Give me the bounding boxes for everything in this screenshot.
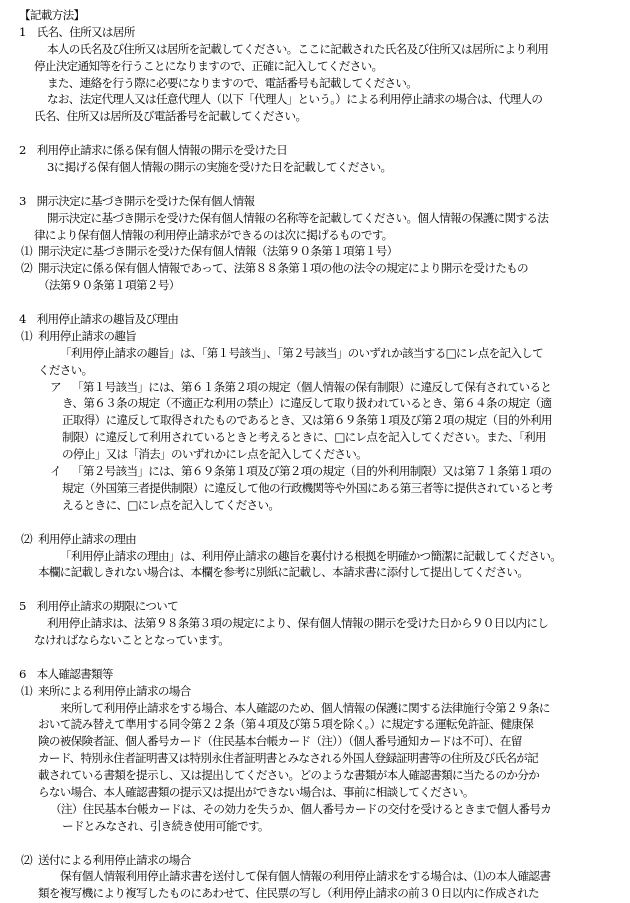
section-title: 2 利用停止請求に係る保有個人情報の開示を受けた日 — [19, 143, 288, 158]
section-title: 6 本人確認書類等 — [19, 666, 113, 681]
item-number: ⑴ — [21, 244, 32, 259]
item-number: ⑴ — [21, 328, 32, 343]
paragraph-line: おいて読み替えて準用する同令第２２条（第４項及び第５項を除く。）に規定する運転免許証、健康保 — [38, 717, 534, 732]
item-text: 利用停止請求の趣旨 — [38, 328, 137, 343]
note-line: ードとみなされ、引き続き使用可能です。 — [62, 818, 269, 833]
item-text: 開示決定に基づき開示を受けた保有個人情報（法第９０条第１項第１号） — [38, 244, 398, 259]
item-text: 利用停止請求の理由 — [38, 531, 137, 546]
section-title: 5 利用停止請求の期限について — [19, 599, 178, 614]
paragraph-line: 険の被保険者証、個人番号カード（住民基本台帳カード（注））（個人番号通知カードは不可）、在留 — [38, 734, 522, 749]
item-label: イ — [50, 464, 61, 479]
paragraph-line: カード、特別永住者証明書又は特別永住者証明書とみなされる外国人登録証明書等の住所及び氏名が記 — [38, 751, 539, 766]
paragraph-line: の停止」又は「消去」のいずれかにレ点を記入してください。 — [62, 447, 368, 462]
paragraph-line: 類を複写機により複写したものにあわせて、住民票の写し（利用停止請求の前３０日以内に作成された — [38, 886, 539, 901]
subsection-title — [21, 683, 624, 700]
item-number: ⑵ — [21, 852, 32, 867]
list-item — [50, 379, 624, 396]
paragraph-line: 氏名、住所又は居所及び電話番号を記載してください。 — [34, 109, 307, 124]
section-3 — [19, 193, 624, 294]
list-item — [21, 243, 624, 260]
paragraph-line: 本人の氏名及び住所又は居所を記載してください。ここに記載された氏名及び住所又は居所により利用 — [47, 41, 549, 56]
item-text: 「第１号該当」には、第６１条第２項の規定（個人情報の保有制限）に違反して保有されていると — [72, 379, 552, 394]
item-number: ⑵ — [21, 531, 32, 546]
section-5 — [19, 598, 624, 649]
section-title: 3 開示決定に基づき開示を受けた保有個人情報 — [19, 193, 255, 208]
paragraph-line: 「利用停止請求の趣旨」は、「第１号該当」、「第２号該当」のいずれか該当する□にレ点を記入して — [60, 345, 544, 360]
subsection-title — [21, 328, 624, 345]
list-item — [21, 260, 624, 277]
item-text: 「第２号該当」には、第６９条第１項及び第２項の規定（目的外利用制限）又は第７１条第１項の — [72, 464, 552, 479]
item-label: ア — [50, 379, 61, 394]
paragraph-line: 載されている書類を提示し、又は提出してください。どのような書類が本人確認書類に当たるのか分か — [38, 768, 540, 783]
item-number: ⑵ — [21, 261, 32, 276]
paragraph-line: えるときに、□にレ点を記入してください。 — [62, 497, 280, 512]
paragraph-line: 開示決定に基づき開示を受けた保有個人情報の名称等を記載してください。個人情報の保護に関する法 — [47, 210, 549, 225]
paragraph-line: 正取得）に違反して取得されたものであるとき、又は第６９条第１項及び第２項の規定（目的外利用 — [62, 413, 552, 428]
item-text: 来所による利用停止請求の場合 — [38, 683, 191, 698]
paragraph-line: 停止決定通知等を行うことになりますので、正確に記入してください。 — [34, 58, 383, 73]
item-number: ⑴ — [21, 683, 32, 698]
section-4 — [19, 311, 624, 581]
subsection-title — [21, 531, 624, 548]
paragraph-line: 規定（外国第三者提供制限）に違反して他の行政機関等や外国にある第三者等に提供されていると考 — [62, 480, 553, 495]
paragraph-line: なければならないこととなっています。 — [34, 632, 230, 647]
paragraph-line: 「利用停止請求の理由」は、利用停止請求の趣旨を裏付ける根拠を明確かつ簡潔に記載してください。 — [60, 548, 562, 563]
section-2 — [19, 142, 624, 176]
paragraph-line: き、第６３条の規定（不適正な利用の禁止）に違反して取り扱われているとき、第６４条の規定（適 — [62, 396, 552, 411]
section-title: 1 氏名、住所又は居所 — [19, 24, 135, 39]
paragraph-line: 来所して利用停止請求をする場合、本人確認のため、個人情報の保護に関する法律施行令第２９条に — [60, 700, 550, 715]
paragraph-line: なお、法定代理人又は任意代理人（以下「代理人」という。）による利用停止請求の場合は、代理人の — [47, 92, 543, 107]
item-text: 開示決定に係る保有個人情報であって、法第８８条第１項の他の法令の規定により開示を受けたもの — [38, 261, 528, 276]
paragraph-line: らない場合、本人確認書類の提示又は提出ができない場合は、事前に相談してください。 — [38, 784, 474, 799]
paragraph-line: 制限）に違反して利用されているときと考えるときに、□にレ点を記入してください。また、「利用 — [62, 430, 546, 445]
subsection-title — [21, 852, 624, 869]
note-line: （注）住民基本台帳カードは、その効力を失うか、個人番号カードの交付を受けるときまで個人番号カ — [50, 801, 552, 816]
paragraph-line: ください。 — [38, 362, 93, 377]
paragraph-line: 本欄に記載しきれない場合は、本欄を参考に別紙に記載し、本請求書に添付して提出してください。 — [38, 565, 529, 580]
section-6 — [19, 666, 624, 902]
section-title: 4 利用停止請求の趣旨及び理由 — [19, 312, 179, 327]
paragraph-line: また、連絡を行う際に必要になりますので、電話番号も記載してください。 — [47, 75, 418, 90]
item-text: 送付による利用停止請求の場合 — [38, 852, 191, 867]
page-heading: 【記載方法】 — [19, 8, 85, 22]
paragraph-line: 保有個人情報利用停止請求書を送付して保有個人情報の利用停止請求をする場合は、⑴の本人確認書 — [60, 869, 551, 884]
paragraph-line: 利用停止請求は、法第９８条第３項の規定により、保有個人情報の開示を受けた日から９０日以内にし — [47, 616, 549, 631]
paragraph-line: 3に掲げる保有個人情報の開示の実施を受けた日を記載してください。 — [47, 160, 392, 175]
paragraph-line: 律により保有個人情報の利用停止請求ができるのは次に掲げるものです。 — [34, 227, 393, 242]
section-1 — [19, 24, 624, 125]
paragraph-line: （法第９０条第１項第２号） — [38, 278, 180, 293]
list-item — [50, 463, 624, 480]
